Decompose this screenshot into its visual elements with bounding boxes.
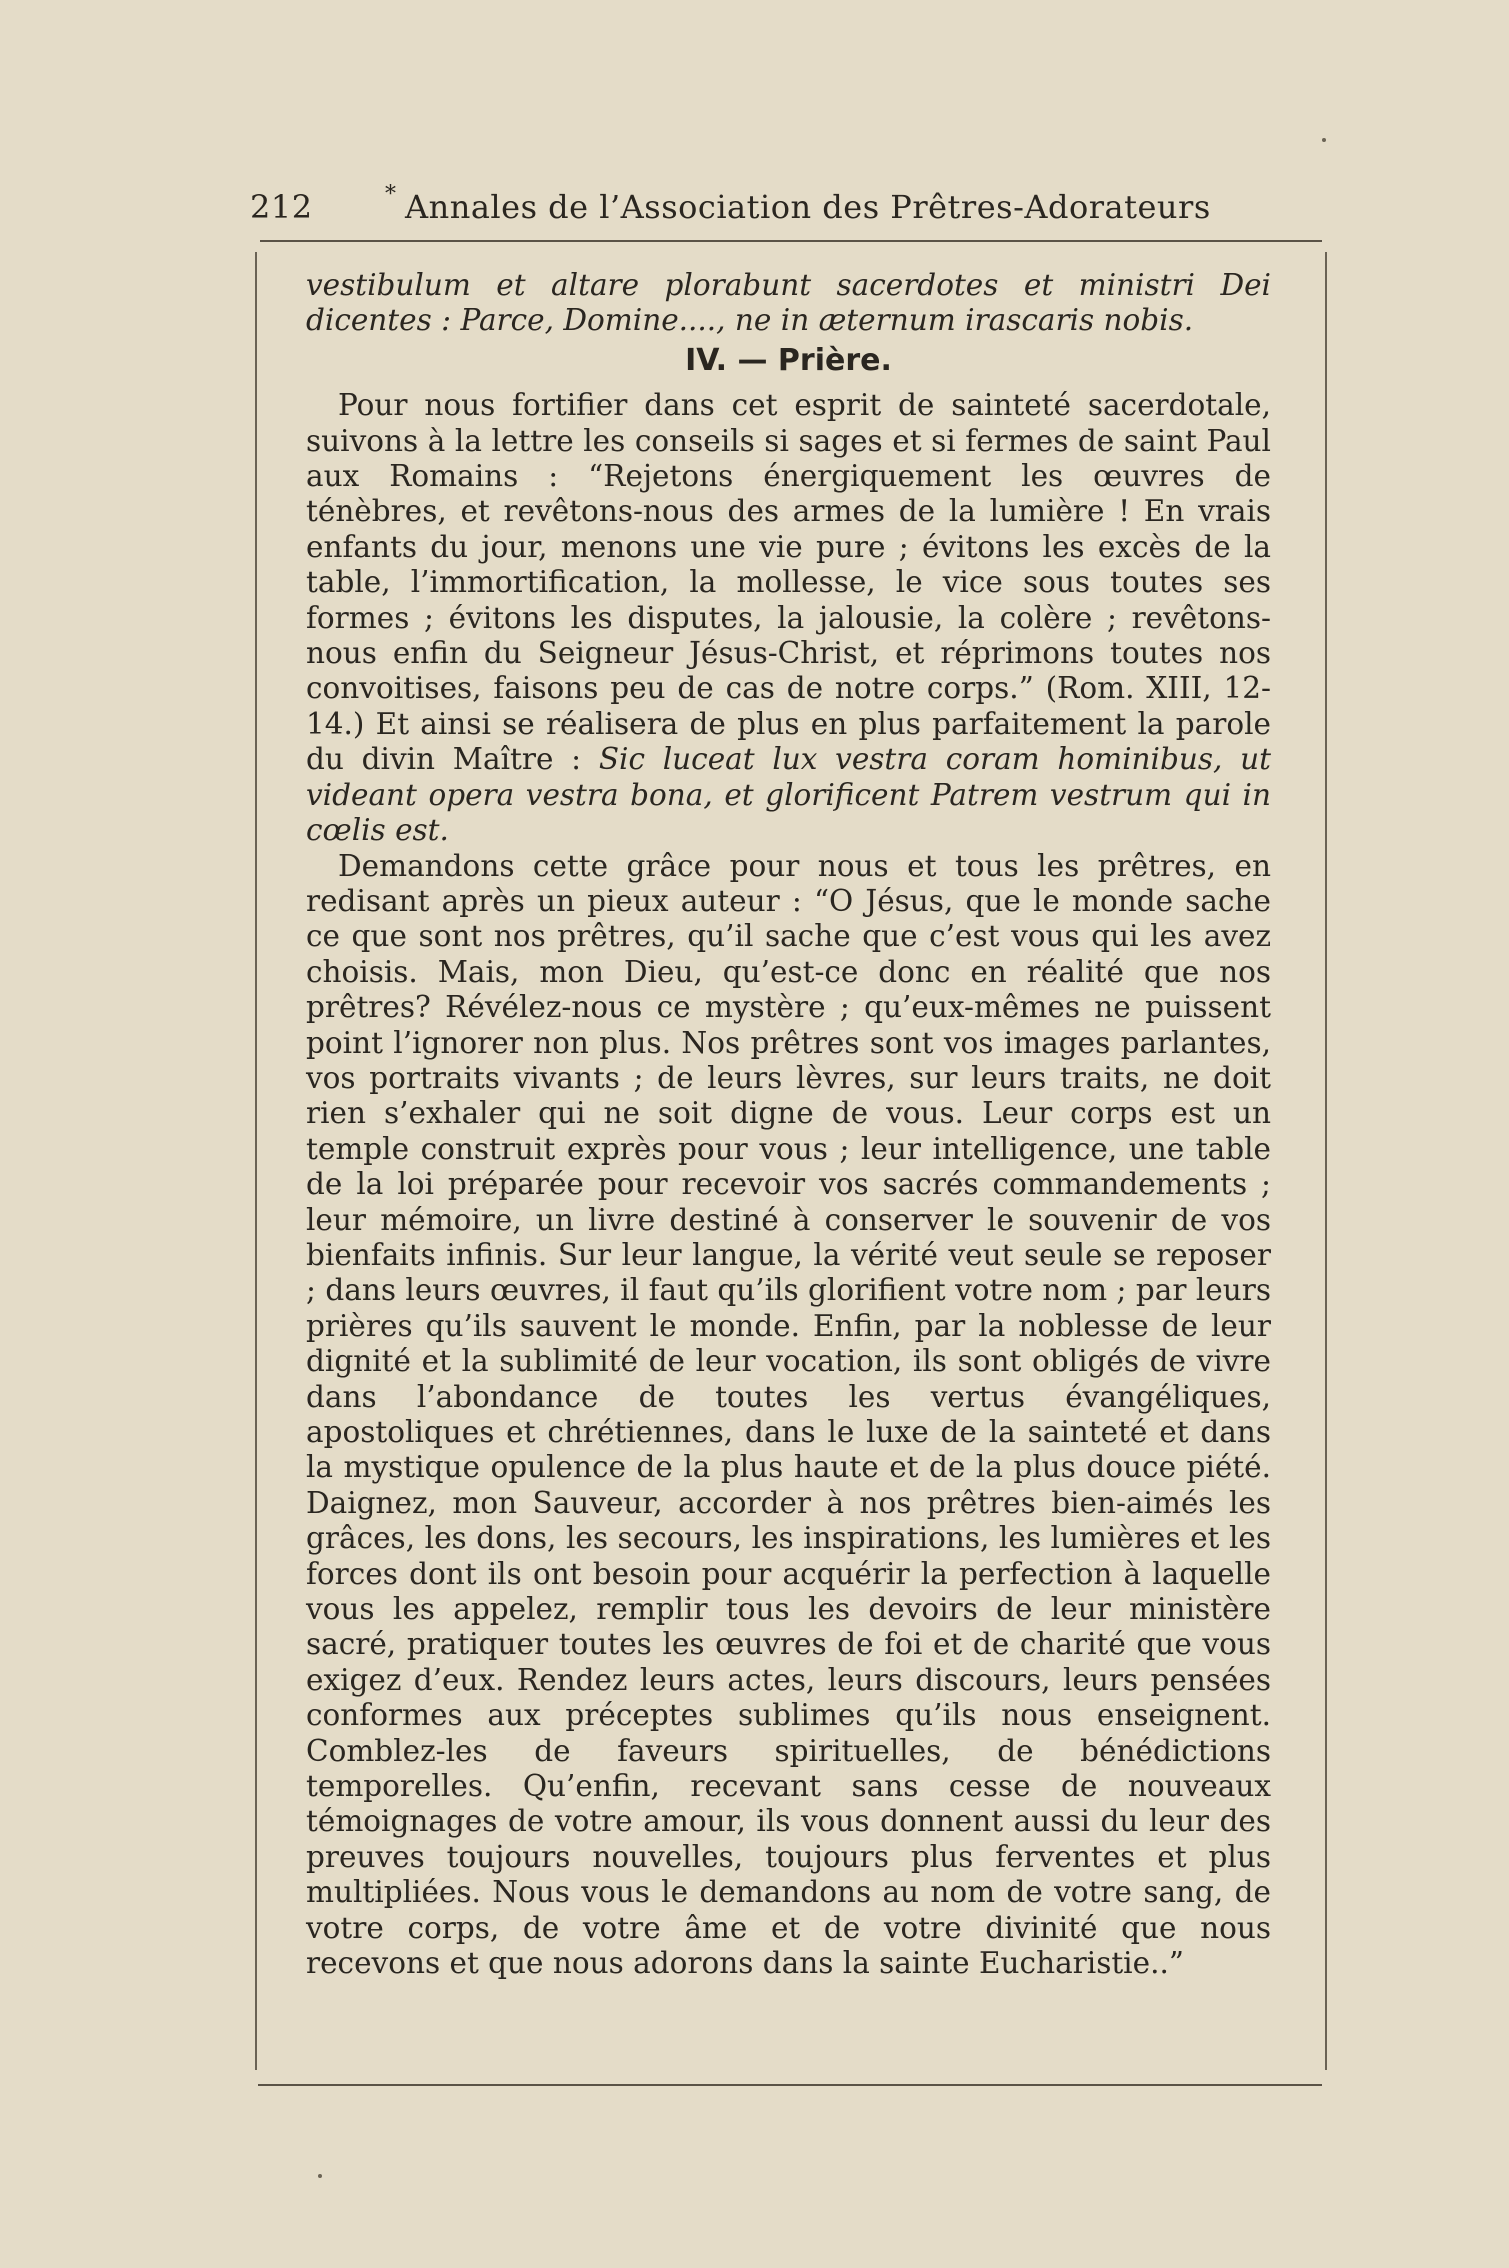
paragraph-prayer: Demandons cette grâce pour nous et tous les prêtres, en redisant après un pieux auteur : “O Jésus, que le monde sache ce que sont nos prêtres, qu’il sache que c’est vous qui les avez choisis. Mais, mon Dieu, qu’est-ce donc en réalité que nos prêtres? Révélez-nous ce mystère ; qu’eux-mêmes ne puissent point l’ignorer non plus. Nos prêtres sont vos images parlantes, vos portraits vivants ; de leurs lèvres, sur leurs traits, ne doit rien s’exhaler qui ne soit digne de vous. Leur corps est un temple construit exprès pour vous ; leur intelligence, une table de la loi préparée pour recevoir vos sacrés commandements ; leur mémoire, un livre destiné à conserver le souvenir de vos bienfaits infinis. Sur leur langue, la vérité veut seule se reposer ; dans leurs œuvres, il faut qu’ils glorifient votre nom ; par leurs prières qu’ils sauvent le monde. Enfin, par la noblesse de leur dignité et la sublimité de leur vocation, ils sont obligés de vivre dans l’abondance de toutes les vertus évangéliques, apostoliques et chrétiennes, dans le luxe de la sainteté et dans la mystique opulence de la plus haute et de la plus douce piété. Daignez, mon Sauveur, accorder à nos prêtres bien-aimés les grâces, les dons, les secours, les inspirations, les lumières et les forces dont ils ont besoin pour acquérir la perfection à laquelle vous les appelez, remplir tous les devoirs de leur ministère sacré, pratiquer toutes les œuvres de foi et de charité que vous exigez d’eux. Rendez leurs actes, leurs discours, leurs pensées conformes aux préceptes sublimes qu’ils nous enseignent. Comblez-les de faveurs spirituelles, de bénédictions temporelles. Qu’enfin, recevant sans cesse de nouveaux témoignages de votre amour, ils vous donnent aussi du leur des preuves toujours nouvelles, toujours plus ferventes et plus multipliées. Nous vous le demandons au nom de votre sang, de votre corps, de votre âme et de votre divinité que nous recevons et que nous adorons dans la sainte Eucharistie..” — [306, 848, 1271, 1981]
page-number: 212 — [250, 188, 313, 226]
page-header — [250, 182, 1320, 238]
running-title: Annales de l’Association des Prêtres-Adorateurs — [405, 188, 1211, 226]
latin-quote: vestibulum et altare plorabunt sacerdotes et ministri Dei dicentes : Parce, Domine...., ne in æternum irascaris nobis. — [306, 268, 1271, 338]
top-rule — [260, 240, 1322, 242]
header-mark: * — [385, 182, 397, 207]
paragraph-exhortation-latin: Sic luceat lux vestra coram hominibus, ut videant opera vestra bona, et glorificent Patrem vestrum qui in cœlis est. — [306, 742, 1271, 848]
page-speck — [318, 2174, 322, 2178]
paragraph-exhortation — [306, 388, 1271, 848]
paragraph-exhortation-text: Pour nous fortifier dans cet esprit de sainteté sacerdotale, suivons à la lettre les conseils si sages et si fermes de saint Paul aux Romains : “Rejetons énergiquement les œuvres de ténèbres, et revêtons-nous des armes de la lumière ! En vrais enfants du jour, menons une vie pure ; évitons les excès de la table, l’immortification, la mollesse, le vice sous toutes ses formes ; évitons les disputes, la jalousie, la colère ; revêtons-nous enfin du Seigneur Jésus-Christ, et réprimons toutes nos convoitises, faisons peu de cas de notre corps.” (Rom. XIII, 12-14.) Et ainsi se réalisera de plus en plus parfaitement la parole du divin Maître : — [306, 388, 1271, 777]
bottom-rule — [258, 2084, 1322, 2086]
body-text — [306, 268, 1271, 1982]
section-heading: IV. — Prière. — [685, 342, 892, 378]
page-speck — [1322, 138, 1326, 142]
